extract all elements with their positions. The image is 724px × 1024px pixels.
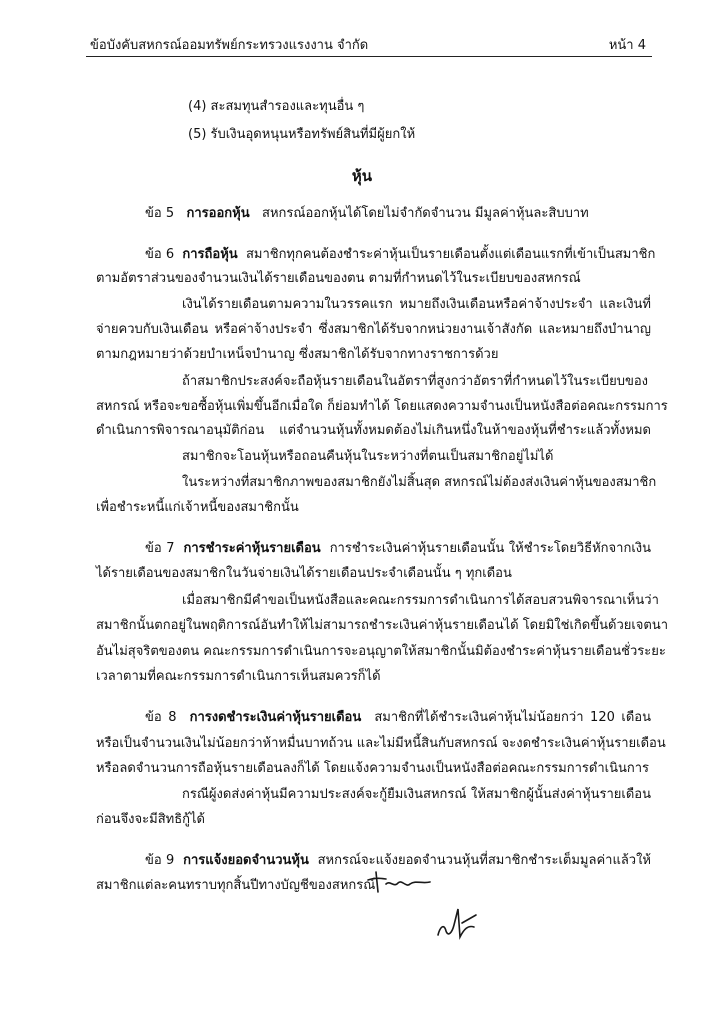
list-item: (4) สะสมทุนสำรองและทุนอื่น ๆ <box>188 99 365 114</box>
clause-6-line: ถ้าสมาชิกประสงค์จะถือหุ้นรายเดือนในอัตราที่สูงกว่าอัตราที่กำหนดไว้ในระเบียบของ <box>182 374 648 389</box>
clause-7-line: สมาชิกนั้นตกอยู่ในพฤติการณ์อันทำให้ไม่สามารถชำระเงินค่าหุ้นรายเดือนได้ โดยมิใช่เกิดขึ้นด้วยเจตนา <box>96 618 669 633</box>
clause-8-line: ก่อนจึงจะมีสิทธิกู้ได้ <box>96 812 205 827</box>
clause-8-line: หรือเป็นจำนวนเงินไม่น้อยกว่าห้าหมื่นบาทถ้วน และไม่มีหนี้สินกับสหกรณ์ จะงดชำระเงินค่าหุ้นรายเดือน <box>96 736 666 751</box>
clause-7-line: อันไม่สุจริตของตน คณะกรรมการดำเนินการจะอนุญาตให้สมาชิกนั้นมิต้องชำระค่าหุ้นรายเดือนชั่วระยะ <box>96 644 666 659</box>
clause-title: การออกหุ้น <box>186 206 250 221</box>
clause-text: สมาชิกที่ได้ชำระเงินค่าหุ้นไม่น้อยกว่า 120 เดือน <box>374 710 651 725</box>
clause-title: การแจ้งยอดจำนวนหุ้น <box>183 853 309 868</box>
clause-7-line: เวลาตามที่คณะกรรมการดำเนินการเห็นสมควรก็ได้ <box>96 669 381 684</box>
handwritten-signature <box>432 905 492 945</box>
clause-6-line: ดำเนินการพิจารณาอนุมัติก่อน แต่จำนวนหุ้นทั้งหมดต้องไม่เกินหนึ่งในห้าของหุ้นที่ชำระแล้วทั้งหมด <box>96 423 651 438</box>
page-header <box>86 34 652 57</box>
clause-6-line: จ่ายควบกับเงินเดือน หรือค่าจ้างประจำ ซึ่งสมาชิกได้รับจากหน่วยงานเจ้าสังกัด และหมายถึงบำนาญ <box>96 322 651 337</box>
clause-7-line: เมื่อสมาชิกมีคำขอเป็นหนังสือและคณะกรรมการดำเนินการได้สอบสวนพิจารณาเห็นว่า <box>182 593 659 608</box>
clause-text: สหกรณ์จะแจ้งยอดจำนวนหุ้นที่สมาชิกชำระเต็มมูลค่าแล้วให้ <box>317 853 652 868</box>
clause-6-line: สหกรณ์ หรือจะขอซื้อหุ้นเพิ่มขึ้นอีกเมื่อใด ก็ย่อมทำได้ โดยแสดงความจำนงเป็นหนังสือต่อคณะกรรมการ <box>96 399 668 414</box>
clause-6-line: ในระหว่างที่สมาชิกภาพของสมาชิกยังไม่สิ้นสุด สหกรณ์ไม่ต้องส่งเงินค่าหุ้นของสมาชิก <box>182 475 657 490</box>
clause-number: ข้อ 9 <box>145 853 175 868</box>
clause-8-line: กรณีผู้งดส่งค่าหุ้นมีความประสงค์จะกู้ยืมเงินสหกรณ์ ให้สมาชิกผู้นั้นส่งค่าหุ้นรายเดือน <box>182 787 651 802</box>
clause-text: การชำระเงินค่าหุ้นรายเดือนนั้น ให้ชำระโดยวิธีหักจากเงิน <box>329 541 652 556</box>
clause-9-line: สมาชิกแต่ละคนทราบทุกสิ้นปีทางบัญชีของสหกรณ์ <box>96 878 376 893</box>
clause-number: ข้อ 6 <box>145 247 175 262</box>
clause-text: สมาชิกทุกคนต้องชำระค่าหุ้นเป็นรายเดือนตั้งแต่เดือนแรกที่เข้าเป็นสมาชิก <box>245 247 656 262</box>
section-heading: หุ้น <box>351 167 373 185</box>
clause-8-line: หรือลดจำนวนการถือหุ้นรายเดือนลงก็ได้ โดยแจ้งความจำนงเป็นหนังสือต่อคณะกรรมการดำเนินการ <box>96 761 650 776</box>
clause-7-line: ได้รายเดือนของสมาชิกในวันจ่ายเงินได้รายเดือนประจำเดือนนั้น ๆ ทุกเดือน <box>96 566 512 581</box>
header-title: ข้อบังคับสหกรณ์ออมทรัพย์กระทรวงแรงงาน จำกัด <box>90 38 369 53</box>
handwritten-initials <box>364 866 434 902</box>
clause-6-line: ตามอัตราส่วนของจำนวนเงินได้รายเดือนของตน ตามที่กำหนดไว้ในระเบียบของสหกรณ์ <box>96 271 581 286</box>
clause-6-line: เพื่อชำระหนี้แก่เจ้าหนี้ของสมาชิกนั้น <box>96 500 299 515</box>
clause-title: การชำระค่าหุ้นรายเดือน <box>183 541 321 556</box>
clause-6-first-line <box>145 246 656 264</box>
clause-5 <box>145 205 589 223</box>
clause-6-line: ตามกฎหมายว่าด้วยบำเหน็จบำนาญ ซึ่งสมาชิกได้รับจากทางราชการด้วย <box>96 347 499 362</box>
clause-number: ข้อ 8 <box>145 710 177 725</box>
clause-8-first-line <box>145 709 651 727</box>
page-number: หน้า 4 <box>608 38 646 53</box>
clause-text: สหกรณ์ออกหุ้นได้โดยไม่จำกัดจำนวน มีมูลค่าหุ้นละสิบบาท <box>262 206 589 221</box>
clause-6-line: สมาชิกจะโอนหุ้นหรือถอนคืนหุ้นในระหว่างที่ตนเป็นสมาชิกอยู่ไม่ได้ <box>182 449 554 464</box>
clause-number: ข้อ 7 <box>145 541 175 556</box>
list-item: (5) รับเงินอุดหนุนหรือทรัพย์สินที่มีผู้ยกให้ <box>188 127 416 142</box>
clause-6-line: เงินได้รายเดือนตามความในวรรคแรก หมายถึงเงินเดือนหรือค่าจ้างประจำ และเงินที่ <box>182 297 651 312</box>
clause-title: การงดชำระเงินค่าหุ้นรายเดือน <box>189 710 362 725</box>
clause-title: การถือหุ้น <box>182 247 238 262</box>
clause-7-first-line <box>145 540 651 558</box>
clause-number: ข้อ 5 <box>145 206 175 221</box>
